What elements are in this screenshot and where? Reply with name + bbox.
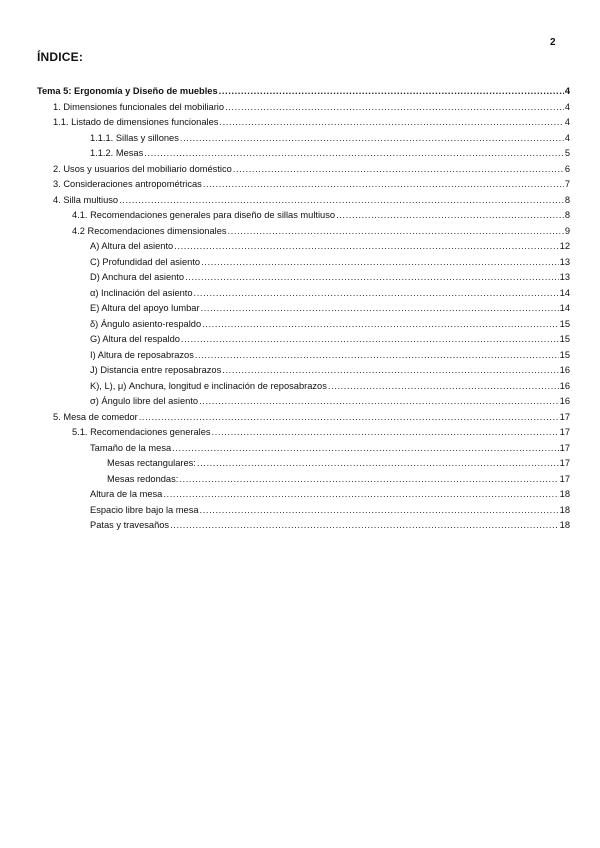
toc-leader-dots	[197, 457, 559, 469]
toc-entry-page: 15	[559, 318, 570, 329]
toc-leader-dots	[170, 519, 559, 531]
toc-entry-label: Mesas rectangulares:	[107, 458, 196, 468]
toc-entry-page: 16	[559, 396, 570, 406]
toc-entry[interactable]	[90, 299, 570, 314]
toc-leader-dots	[203, 178, 564, 190]
toc-entry-label: K), L), μ) Anchura, longitud e inclinación de reposabrazos	[90, 380, 327, 391]
toc-entry[interactable]	[90, 392, 570, 407]
toc-entry-label: Altura de la mesa	[90, 489, 163, 499]
toc-entry-label: 5.1. Recomendaciones generales	[72, 427, 211, 437]
toc-leader-dots	[119, 194, 564, 206]
toc-entry-label: 4.2 Recomendaciones dimensionales	[72, 225, 227, 236]
toc-entry-label: Tamaño de la mesa	[90, 442, 172, 453]
toc-leader-dots	[212, 426, 559, 438]
toc-entry[interactable]	[53, 113, 570, 128]
toc-leader-dots	[180, 132, 564, 144]
toc-entry-label: 1.1. Listado de dimensiones funcionales	[53, 117, 219, 127]
toc-entry[interactable]	[53, 408, 570, 423]
toc-entry-page: 18	[559, 520, 570, 530]
toc-leader-dots	[185, 271, 559, 283]
toc-entry-page: 8	[564, 194, 570, 205]
toc-entry-label: 1.1.2. Mesas	[90, 148, 144, 158]
toc-entry-label: 1.1.1. Sillas y sillones	[90, 132, 179, 143]
toc-entry-page: 4	[564, 86, 570, 96]
toc-leader-dots	[219, 116, 563, 128]
toc-entry-page: 17	[559, 427, 570, 437]
toc-leader-dots	[199, 395, 559, 407]
toc-entry[interactable]	[90, 501, 570, 516]
toc-entry-label: E) Altura del apoyo lumbar	[90, 303, 200, 313]
toc-leader-dots	[172, 442, 559, 454]
toc-entry-page: 15	[559, 334, 570, 344]
toc-leader-dots	[202, 318, 559, 330]
toc-entry-page: 16	[559, 365, 570, 375]
toc-entry-page: 5	[564, 148, 570, 158]
toc-entry[interactable]	[72, 222, 570, 237]
toc-entry[interactable]	[107, 454, 570, 469]
toc-entry[interactable]	[90, 268, 570, 283]
toc-entry-label: 3. Consideraciones antropométricas	[53, 179, 202, 189]
toc-entry-label: I) Altura de reposabrazos	[90, 349, 194, 360]
toc-entry-page: 4	[564, 132, 570, 143]
toc-entry[interactable]	[53, 191, 570, 206]
toc-entry-page: 18	[559, 489, 570, 499]
toc-entry-page: 13	[559, 256, 570, 267]
toc-entry-page: 14	[559, 287, 570, 298]
toc-entry-page: 13	[559, 272, 570, 282]
toc-entry-page: 8	[564, 210, 570, 220]
toc-entry-label: 4. Silla multiuso	[53, 194, 119, 205]
toc-leader-dots	[181, 333, 559, 345]
toc-leader-dots	[144, 147, 564, 159]
toc-entry-label: Mesas redondas:	[107, 473, 179, 484]
page-title: ÍNDICE:	[37, 50, 84, 64]
toc-entry[interactable]	[72, 423, 570, 438]
toc-entry[interactable]	[90, 253, 570, 268]
toc-entry[interactable]	[90, 439, 570, 454]
toc-leader-dots	[194, 287, 559, 299]
toc-entry-page: 15	[559, 349, 570, 360]
toc-entry-page: 9	[564, 225, 570, 236]
toc-entry-page: 17	[559, 411, 570, 422]
toc-entry[interactable]	[90, 237, 570, 252]
toc-entry[interactable]	[107, 470, 570, 485]
toc-entry-page: 17	[559, 458, 570, 468]
toc-entry[interactable]	[53, 160, 570, 175]
toc-leader-dots	[174, 240, 558, 252]
toc-entry-label: Patas y travesaños	[90, 520, 170, 530]
toc-entry[interactable]	[90, 144, 570, 159]
toc-entry-label: Tema 5: Ergonomía y Diseño de muebles	[37, 86, 218, 96]
toc-leader-dots	[179, 473, 558, 485]
toc-entry[interactable]	[90, 377, 570, 392]
toc-entry-label: C) Profundidad del asiento	[90, 256, 201, 267]
toc-entry[interactable]	[53, 98, 570, 113]
toc-entry-label: G) Altura del respaldo	[90, 334, 180, 344]
toc-entry-page: 4	[564, 101, 570, 112]
toc-entry-page: 17	[559, 442, 570, 453]
page-number: 2	[550, 37, 556, 48]
toc-entry-label: σ) Ángulo libre del asiento	[90, 396, 199, 406]
toc-entry[interactable]	[90, 315, 570, 330]
toc-entry-label: 4.1. Recomendaciones generales para diseño de sillas multiuso	[72, 210, 336, 220]
toc-entry[interactable]	[90, 129, 570, 144]
toc-entry-page: 7	[564, 179, 570, 189]
toc-leader-dots	[200, 504, 559, 516]
toc-entry-label: 5. Mesa de comedor	[53, 411, 138, 422]
toc-entry[interactable]	[90, 346, 570, 361]
toc-entry[interactable]	[90, 330, 570, 345]
toc-entry[interactable]	[90, 485, 570, 500]
toc-leader-dots	[228, 225, 564, 237]
toc-entry-label: 1. Dimensiones funcionales del mobiliario	[53, 101, 225, 112]
toc-entry-label: Espacio libre bajo la mesa	[90, 504, 199, 515]
toc-leader-dots	[219, 85, 564, 97]
toc-leader-dots	[163, 488, 558, 500]
toc-entry-page: 4	[564, 117, 570, 127]
toc-leader-dots	[225, 101, 564, 113]
toc-entry[interactable]	[90, 361, 570, 376]
toc-entry-page: 14	[559, 303, 570, 313]
toc-entry[interactable]	[72, 206, 570, 221]
toc-entry-label: δ) Ángulo asiento-respaldo	[90, 318, 202, 329]
toc-entry-page: 12	[559, 241, 570, 251]
toc-leader-dots	[222, 364, 558, 376]
toc-entry-page: 18	[559, 504, 570, 515]
toc-entry-page: 6	[564, 163, 570, 174]
toc-entry[interactable]	[90, 284, 570, 299]
toc-leader-dots	[139, 411, 559, 423]
toc-leader-dots	[201, 256, 559, 268]
toc-entry[interactable]	[90, 516, 570, 531]
toc-entry[interactable]	[37, 82, 570, 97]
toc-leader-dots	[201, 302, 559, 314]
toc-entry-label: A) Altura del asiento	[90, 241, 174, 251]
toc-entry-label: α) Inclinación del asiento	[90, 287, 193, 298]
toc-entry-page: 16	[559, 380, 570, 391]
toc-leader-dots	[328, 380, 559, 392]
toc-entry-page: 17	[559, 473, 570, 484]
toc-leader-dots	[233, 163, 564, 175]
toc-entry-label: D) Anchura del asiento	[90, 272, 185, 282]
toc-entry-label: 2. Usos y usuarios del mobiliario doméstico	[53, 163, 232, 174]
toc-leader-dots	[336, 209, 564, 221]
toc-entry-label: J) Distancia entre reposabrazos	[90, 365, 222, 375]
toc-entry[interactable]	[53, 175, 570, 190]
toc-leader-dots	[195, 349, 559, 361]
